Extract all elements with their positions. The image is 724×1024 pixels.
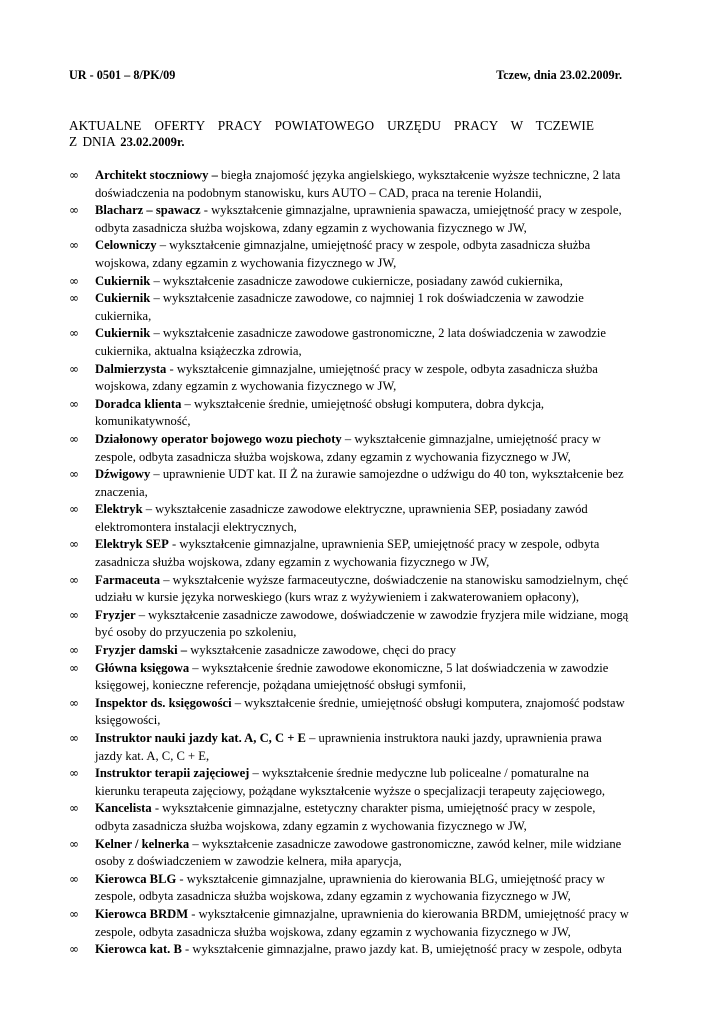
title-line-1: AKTUALNE OFERTY PRACY POWIATOWEGO URZĘDU PRACY W TCZEWIE <box>69 118 594 133</box>
title-date-prefix: Z DNIA <box>69 134 115 149</box>
job-offer-title: Inspektor ds. księgowości <box>95 695 232 710</box>
infinity-bullet-icon: ∞ <box>69 942 79 957</box>
job-offer-title: Doradca klienta <box>95 396 182 411</box>
job-offer-title: Farmaceuta <box>95 572 161 587</box>
infinity-bullet-icon: ∞ <box>69 291 79 306</box>
job-offer-description: - wykształcenie gimnazjalne, prawo jazdy kat. B, umiejętność pracy w zespole, odbyta <box>181 942 622 957</box>
job-offer-item <box>69 871 629 906</box>
job-offer-title: Kierowca BRDM <box>95 906 189 921</box>
job-offer-title: Cukiernik <box>95 291 151 306</box>
job-offer-title: Fryzjer damski – <box>95 643 188 658</box>
job-offer-description: – wykształcenie średnie zawodowe ekonomiczne, 5 lat doświadczenia w zawodzie księgowej, konieczne referencje, pożądana umiejętność obsługi symfonii, <box>95 660 609 693</box>
infinity-bullet-icon: ∞ <box>69 836 79 851</box>
job-offer-description: - wykształcenie gimnazjalne, umiejętność pracy w zespole, odbyta zasadnicza służba wojskowa, zdany egzamin z wychowania fizycznego w JW, <box>95 361 598 394</box>
infinity-bullet-icon: ∞ <box>69 326 79 341</box>
infinity-bullet-icon: ∞ <box>69 168 79 182</box>
job-offer-description: - wykształcenie gimnazjalne, uprawnienia SEP, umiejętność pracy w zespole, odbyta zasadnicza służba wojskowa, zdany egzamin z wychowania fizycznego w JW, <box>95 537 600 570</box>
job-offer-item <box>69 941 629 959</box>
job-offer-title: Cukiernik <box>95 273 151 288</box>
reference-number: UR - 0501 – 8/PK/09 <box>69 68 176 82</box>
job-offer-description: – wykształcenie zasadnicze zawodowe, co najmniej 1 rok doświadczenia w zawodzie cukiernika, <box>95 291 584 323</box>
job-offer-description: - wykształcenie gimnazjalne, uprawnienia do kierowania BRDM, umiejętność pracy w zespole, odbyta zasadnicza służba wojskowa, zdany egzamin z wychowania fizycznego w JW, <box>95 906 629 939</box>
job-offer-description: - wykształcenie gimnazjalne, uprawnienia spawacza, umiejętność pracy w zespole, odbyta zasadnicza służba wojskowa, zdany egzamin z wychowania fizycznego w JW, <box>95 203 622 235</box>
job-offer-item <box>69 361 629 396</box>
infinity-bullet-icon: ∞ <box>69 695 79 710</box>
infinity-bullet-icon: ∞ <box>69 801 79 816</box>
infinity-bullet-icon: ∞ <box>69 643 79 658</box>
job-offer-title: Blacharz – spawacz <box>95 203 201 218</box>
infinity-bullet-icon: ∞ <box>69 431 79 446</box>
job-offer-description: – wykształcenie zasadnicze zawodowe gastronomiczne, 2 lata doświadczenia w zawodzie cukiernika, aktualna książeczka zdrowia, <box>95 326 606 358</box>
infinity-bullet-icon: ∞ <box>69 871 79 886</box>
job-offer-description: – wykształcenie zasadnicze zawodowe cukiernicze, posiadany zawód cukiernika, <box>150 273 563 288</box>
job-offer-title: Elektryk <box>95 502 143 517</box>
job-offer-description: – wykształcenie średnie, umiejętność obsługi komputera, znajomość podstaw księgowości, <box>95 695 625 728</box>
job-offer-item <box>69 536 629 571</box>
infinity-bullet-icon: ∞ <box>69 537 79 552</box>
place-and-date: Tczew, dnia 23.02.2009r. <box>496 68 622 82</box>
job-offer-description: - wykształcenie gimnazjalne, estetyczny charakter pisma, umiejętność pracy w zespole, odbyta zasadnicza służba wojskowa, zdany egzamin z wychowania fizycznego w JW, <box>95 801 596 833</box>
job-offer-item <box>69 836 629 871</box>
infinity-bullet-icon: ∞ <box>69 906 79 921</box>
job-offer-title: Działonowy operator bojowego wozu piechoty <box>95 431 342 446</box>
job-offer-description: – wykształcenie gimnazjalne, umiejętność pracy w zespole, odbyta zasadnicza służba wojskowa, zdany egzamin z wychowania fizycznego w JW, <box>95 431 601 464</box>
job-offer-title: Fryzjer <box>95 607 136 622</box>
job-offer-description: – uprawnienie UDT kat. II Ż na żurawie samojezdne o udźwigu do 40 ton, wykształcenie bez znaczenia, <box>95 467 624 499</box>
job-offer-title: Cukiernik <box>95 326 151 341</box>
job-offer-item <box>69 290 629 325</box>
job-offer-item <box>69 642 629 660</box>
job-offer-title: Kelner / kelnerka <box>95 836 190 851</box>
job-offer-title: Architekt stoczniowy – <box>95 168 218 182</box>
job-offers-list <box>69 167 629 959</box>
infinity-bullet-icon: ∞ <box>69 502 79 517</box>
infinity-bullet-icon: ∞ <box>69 607 79 622</box>
infinity-bullet-icon: ∞ <box>69 467 79 482</box>
job-offer-description: biegła znajomość języka angielskiego, wykształcenie wyższe techniczne, 2 lata doświadczenia na podobnym stanowisku, kurs AUTO – CAD, praca na terenie Holandii, <box>95 168 621 200</box>
job-offer-title: Kierowca BLG <box>95 871 177 886</box>
infinity-bullet-icon: ∞ <box>69 766 79 781</box>
infinity-bullet-icon: ∞ <box>69 361 79 376</box>
job-offer-item <box>69 572 629 607</box>
job-offer-description: – wykształcenie zasadnicze zawodowe gastronomiczne, zawód kelner, mile widziane osoby z doświadczeniem w zawodzie kelnera, miła aparycja, <box>95 836 622 869</box>
infinity-bullet-icon: ∞ <box>69 731 79 745</box>
job-offer-title: Elektryk SEP <box>95 537 169 552</box>
job-offer-title: Główna księgowa <box>95 660 190 675</box>
job-offer-description: – wykształcenie zasadnicze zawodowe elektryczne, uprawnienia SEP, posiadany zawód elektromontera instalacji elektrycznych, <box>95 502 588 534</box>
job-offer-item <box>69 906 629 941</box>
job-offer-description: – uprawnienia instruktora nauki jazdy, uprawnienia prawa jazdy kat. A, C, C + E, <box>95 731 602 763</box>
job-offer-item <box>69 607 629 642</box>
job-offer-description: – wykształcenie zasadnicze zawodowe, doświadczenie w zawodzie fryzjera mile widziane, mogą być osoby do przyuczenia po szkoleniu, <box>95 607 629 640</box>
job-offer-item <box>69 765 629 800</box>
job-offer-description: – wykształcenie wyższe farmaceutyczne, doświadczenie na stanowisku samodzielnym, chęć udziału w kursie języka norweskiego (kurs wraz z wyżywieniem i zakwaterowaniem opłacony), <box>95 572 629 605</box>
job-offer-title: Kierowca kat. B <box>95 942 182 957</box>
job-offer-title: Kancelista <box>95 801 152 816</box>
job-offer-title: Celowniczy <box>95 238 157 253</box>
job-offer-description: – wykształcenie gimnazjalne, umiejętność pracy w zespole, odbyta zasadnicza służba wojskowa, zdany egzamin z wychowania fizycznego w JW, <box>95 238 591 270</box>
job-offer-item <box>69 466 629 501</box>
job-offer-item <box>69 273 629 291</box>
job-offer-item <box>69 501 629 536</box>
job-offer-item <box>69 730 629 765</box>
job-offer-item <box>69 237 629 272</box>
document-title <box>69 118 594 150</box>
job-offer-item <box>69 202 629 237</box>
infinity-bullet-icon: ∞ <box>69 572 79 587</box>
job-offer-item <box>69 167 629 202</box>
job-offer-item <box>69 660 629 695</box>
job-offer-title: Dźwigowy <box>95 467 151 482</box>
job-offer-title: Instruktor nauki jazdy kat. A, C, C + E <box>95 731 306 745</box>
title-date: 23.02.2009r. <box>120 135 185 149</box>
job-offer-description: – wykształcenie średnie, umiejętność obsługi komputera, dobra dykcja, komunikatywność, <box>95 396 545 429</box>
job-offer-item <box>69 695 629 730</box>
job-offer-description: - wykształcenie gimnazjalne, uprawnienia do kierowania BLG, umiejętność pracy w zespole, odbyta zasadnicza służba wojskowa, zdany egzamin z wychowania fizycznego w JW, <box>95 871 606 904</box>
job-offer-item <box>69 325 629 360</box>
infinity-bullet-icon: ∞ <box>69 203 79 218</box>
job-offer-item <box>69 431 629 466</box>
job-offer-title: Dalmierzysta <box>95 361 167 376</box>
infinity-bullet-icon: ∞ <box>69 396 79 411</box>
document-header <box>69 68 622 86</box>
infinity-bullet-icon: ∞ <box>69 660 79 675</box>
job-offer-title: Instruktor terapii zajęciowej <box>95 766 250 781</box>
job-offer-description: – wykształcenie średnie medyczne lub policealne / pomaturalne na kierunku terapeuta zajęciowy, pożądane wykształcenie wyższe o specjalizacji terapeuty zajęciowego, <box>95 766 606 798</box>
job-offer-description: wykształcenie zasadnicze zawodowe, chęci do pracy <box>187 643 456 658</box>
job-offer-item <box>69 396 629 431</box>
title-line-2 <box>69 134 594 150</box>
infinity-bullet-icon: ∞ <box>69 238 79 253</box>
job-offer-item <box>69 800 629 835</box>
infinity-bullet-icon: ∞ <box>69 273 79 288</box>
